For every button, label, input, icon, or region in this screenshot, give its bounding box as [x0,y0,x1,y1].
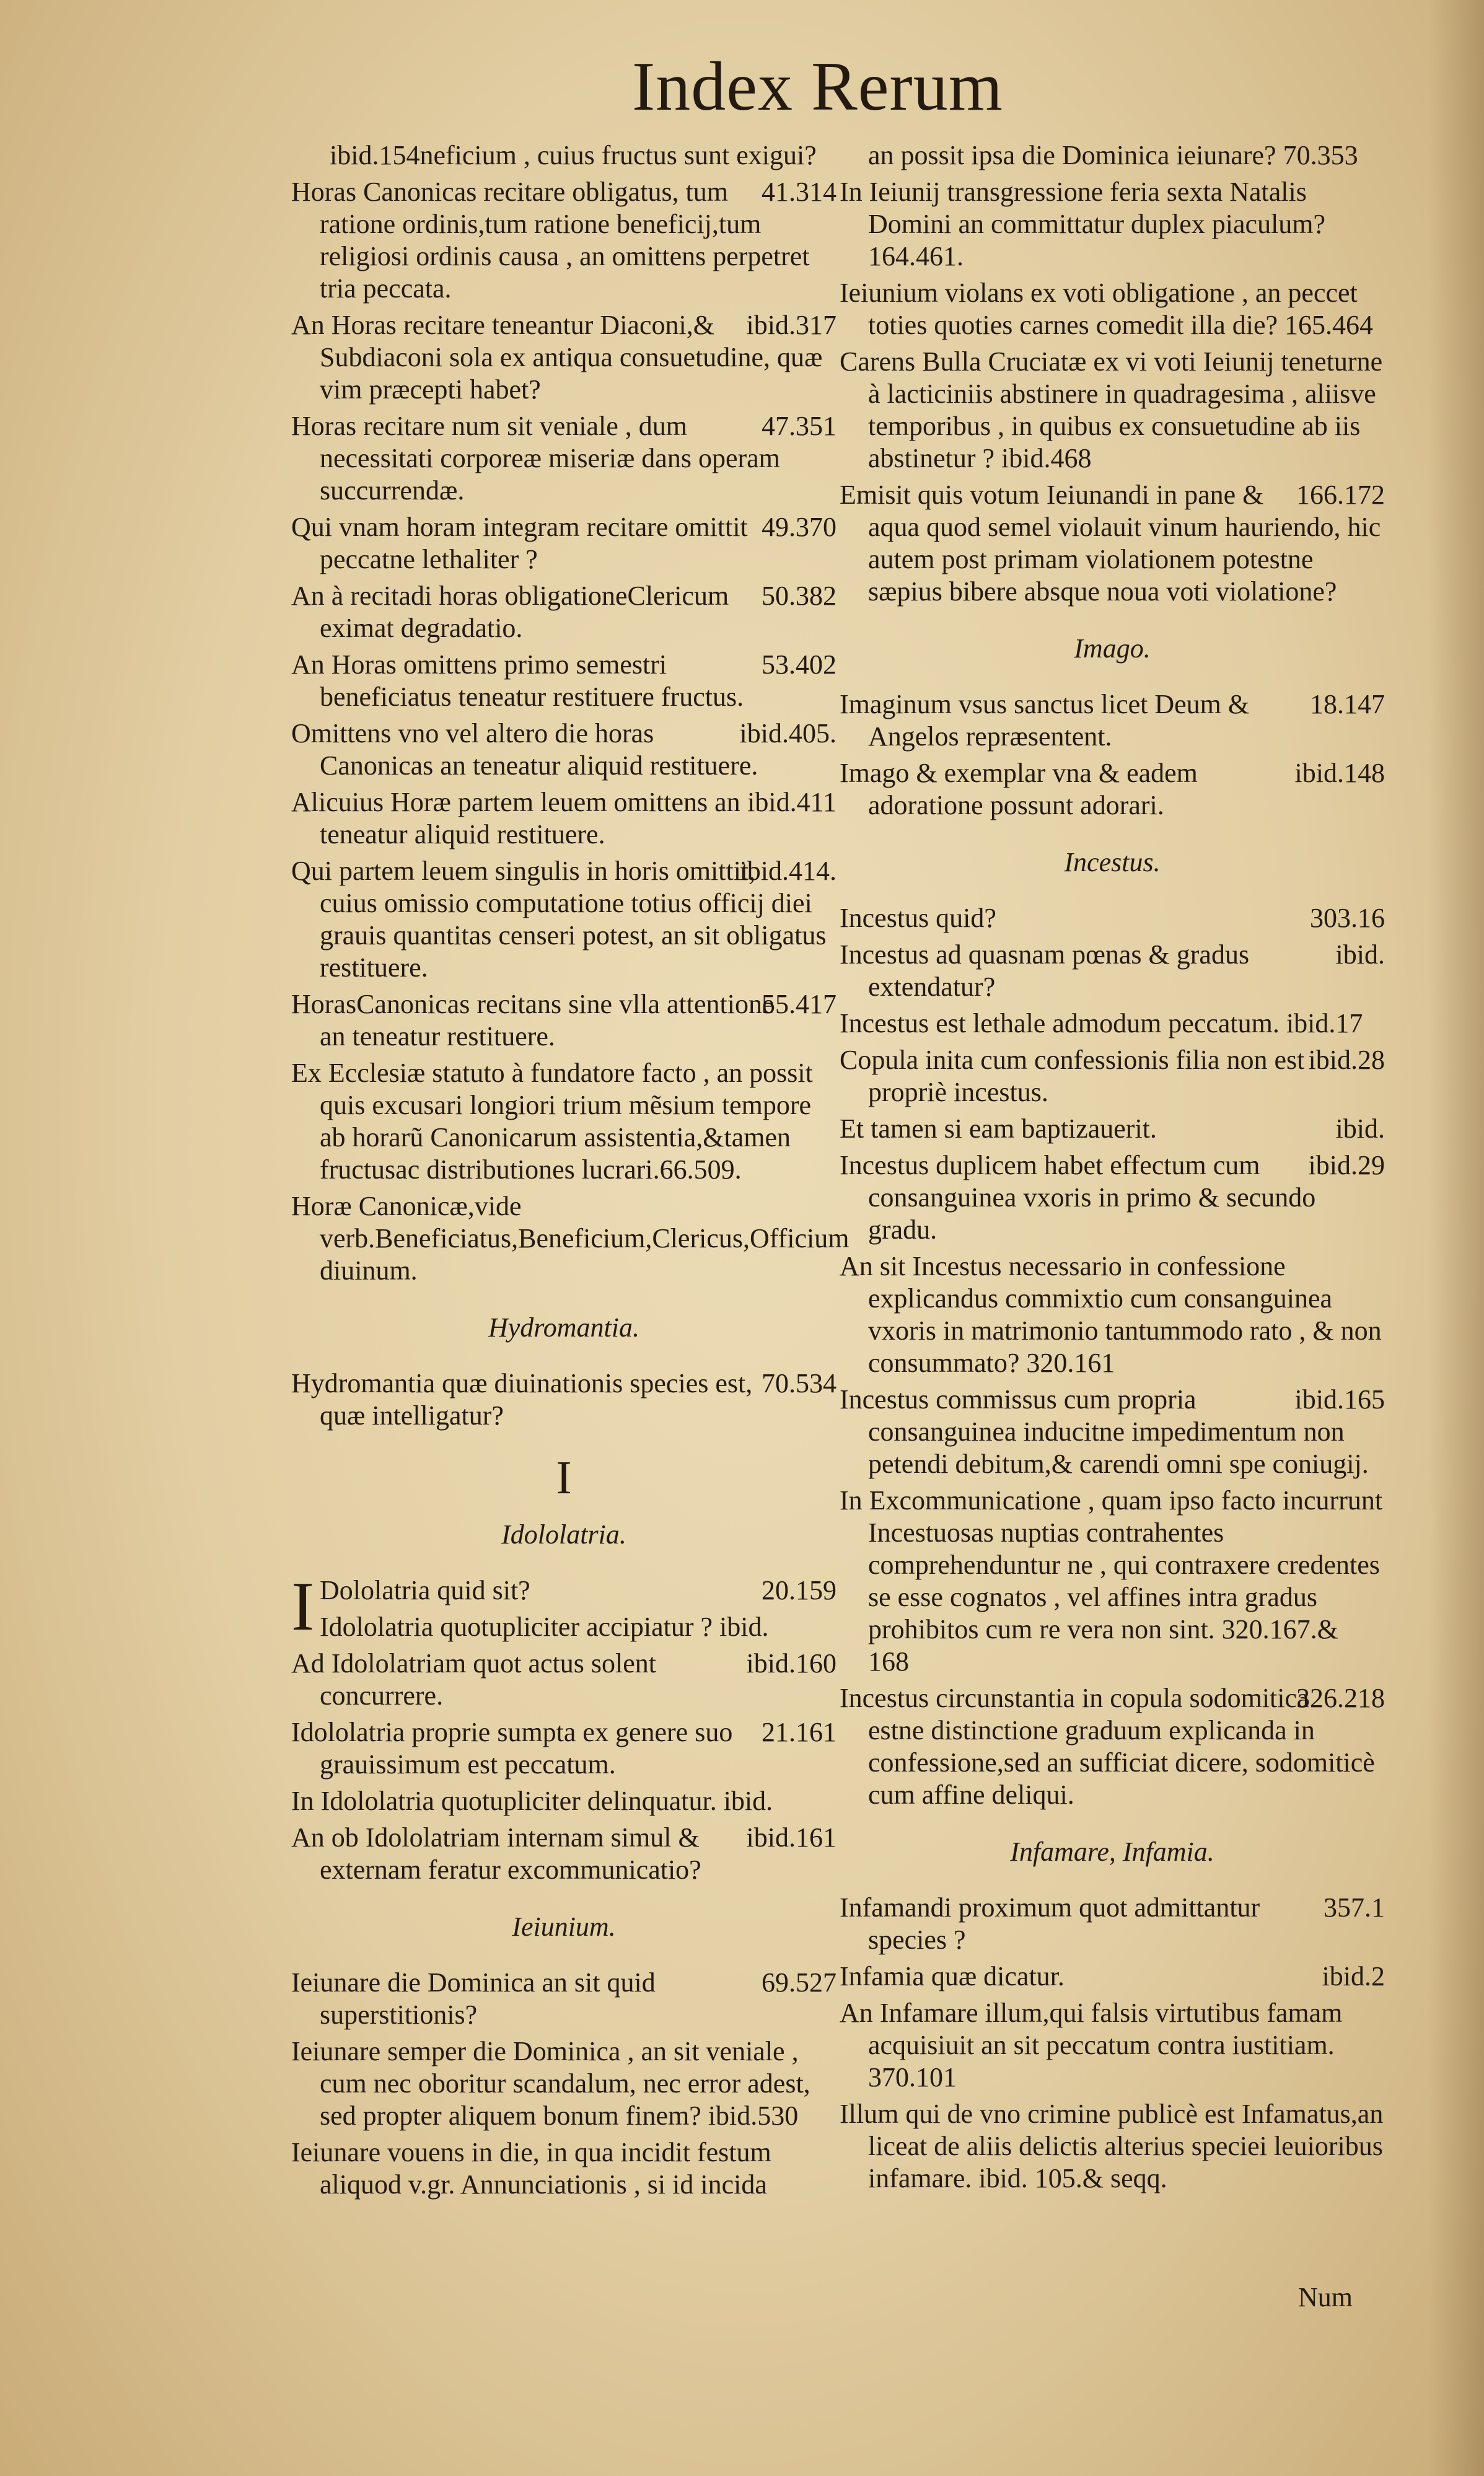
entry-text: Incestus quid? [840,903,996,933]
entry-reference: ibid.28 [1308,1045,1385,1075]
index-entry [840,757,1385,822]
index-entry [291,649,836,713]
entry-text: An Horas recitare teneantur Diaconi,& Subdiaconi sola ex antiqua consuetudine, quæ vim præcepti habet? [291,310,823,405]
index-entry [291,2035,836,2132]
entry-reference: 69.527 [762,1967,836,1998]
index-entry [291,139,836,172]
section-heading: Idololatria. [501,1519,626,1550]
entry-text: Ad Idololatriam quot actus solent concurrere. [291,1648,656,1711]
entry-reference: 55.417 [762,989,836,1019]
entry-text: Ieiunare die Dominica an sit quid superstitionis? [291,1967,656,2030]
index-entry [291,1822,836,1886]
entry-reference: ibid.148 [1294,758,1385,788]
entry-text: Dololatria quid sit? [320,1575,530,1605]
entry-reference: 41.314 [762,177,836,207]
index-entry [291,2136,836,2201]
index-entry [840,139,1385,172]
section-heading: Infamare, Infamia. [1010,1837,1214,1867]
index-entry [291,1611,836,1643]
entry-text: Qui vnam horam integram recitare omittit peccatne lethaliter ? [291,512,748,574]
entry-reference: 326.218 [1296,1683,1385,1713]
index-entry [291,309,836,406]
section-heading: Incestus. [1064,847,1161,877]
index-entry [291,1368,836,1432]
index-entry [291,1190,850,1287]
index-entry [291,410,836,507]
index-entry [291,1967,836,2031]
entry-reference: ibid.165 [1294,1384,1385,1415]
index-entry [840,1682,1385,1811]
entry-text: Alicuius Horæ partem leuem omittens an teneatur aliquid restituere. [291,787,740,849]
index-entry [291,1057,836,1186]
entry-text: Idololatria quotupliciter accipiatur ? ibid. [320,1612,769,1642]
entry-reference: 70.534 [762,1368,836,1398]
entry-text: Imaginum vsus sanctus licet Deum & Angelos repræsentent. [840,689,1250,752]
entry-text: Ieiunium violans ex voti obligatione , an peccet toties quoties carnes comedit illa die? 165.464 [840,278,1374,340]
entry-reference: 49.370 [762,512,836,542]
entry-text: Emisit quis votum Ieiunandi in pane & aqua quod semel violauit vinum hauriendo, hic autem post primam violationem potestne sæpius bibere absque noua voti violatione? [840,480,1381,607]
entry-text: Incestus ad quasnam pœnas & gradus extendatur? [840,939,1250,1002]
index-entry [291,511,836,576]
section-heading: Imago. [1074,633,1151,664]
entry-text: Ieiunare vouens in die, in qua incidit festum aliquod v.gr. Annunciationis , si id incida [291,2137,771,2200]
index-entry [291,718,836,782]
entry-text: Horæ Canonicæ,vide verb.Beneficiatus,Beneficium,Clericus,Officium diuinum. [291,1191,850,1286]
entry-reference: ibid. [1335,939,1385,970]
entry-text: neficium , cuius fructus sunt exigui? [419,140,817,170]
running-head: Index Rerum [632,48,1003,125]
entry-text: In Ieiunij transgressione feria sexta Natalis Domini an committatur duplex piaculum? 164.461. [840,177,1326,271]
index-entry [840,1149,1385,1246]
entry-text: Copula inita cum confessionis filia non est propriè incestus. [840,1045,1305,1107]
entry-text: Omittens vno vel altero die horas Canonicas an teneatur aliquid restituere. [291,718,758,781]
index-entry [840,1384,1385,1480]
entry-text: An ob Idololatriam internam simul & externam feratur excommunicatio? [291,1822,701,1885]
entry-reference: 166.172 [1296,480,1385,510]
index-entry [840,1113,1385,1145]
index-entry [291,176,836,305]
index-entry [840,1008,1385,1040]
entry-text: Hydromantia quæ diuinationis species est, quæ intelligatur? [291,1368,753,1431]
entry-text: In Idololatria quotupliciter delinquatur. ibid. [291,1786,773,1816]
index-entry [291,988,836,1053]
entry-reference: ibid.414. [739,856,836,886]
entry-text: Ex Ecclesiæ statuto à fundatore facto , an possit quis excusari longiori trium mẽsium tempore ab horarũ Canonicarum assistentia,&tamen fructusac distributiones lucrari.66.509. [291,1058,813,1185]
entry-reference: 53.402 [762,649,836,680]
entry-text: Carens Bulla Cruciatæ ex vi voti Ieiunij teneturne à lacticiniis abstinere in quadragesima , aliisve temporibus , in quibus ex consuetudine ab iis abstinetur ? ibid.468 [840,346,1383,473]
entry-text: An Infamare illum,qui falsis virtutibus famam acquisiuit an sit peccatum contra iustitiam. 370.101 [840,1998,1343,2092]
entry-reference: 303.16 [1310,903,1385,933]
alphabet-letter-heading: I [556,1452,572,1504]
index-entry [840,346,1385,475]
index-entry [840,2098,1385,2195]
entry-text: Incestus duplicem habet effectum cum consanguinea vxoris in primo & secundo gradu. [840,1150,1316,1245]
entry-text: HorasCanonicas recitans sine vlla attentione an teneatur restituere. [291,989,775,1051]
entry-text: Horas recitare num sit veniale , dum necessitati corporeæ miseriæ dans operam succurrendæ. [291,411,780,506]
entry-text: Et tamen si eam baptizauerit. [840,1113,1157,1144]
index-entry [840,176,1385,273]
entry-text: In Excommunicatione , quam ipso facto incurrunt Incestuosas nuptias contrahentes comprehenduntur ne , qui contraxere credentes se esse cognatos , vel affines intra gradus prohibitos cum re vera non sint. 320.167.& 168 [840,1485,1383,1677]
drop-capital: I [291,1568,315,1645]
entry-reference: 357.1 [1324,1892,1385,1923]
entry-reference: ibid.411 [747,787,836,817]
entry-reference: ibid.317 [746,310,836,340]
index-entry [840,688,1385,753]
left-column [291,139,850,2205]
entry-text: Horas Canonicas recitare obligatus, tum ratione ordinis,tum ratione beneficij,tum religiosi ordinis causa , an omittens perpetret tria peccata. [291,177,810,304]
index-entry [291,855,836,984]
index-entry [291,1648,836,1712]
entry-text: Incestus circunstantia in copula sodomitica estne distinctione graduum explicanda in confessione,sed an sufficiat dicere, sodomiticè cum affine deliqui. [840,1683,1375,1810]
entry-text: Incestus commissus cum propria consanguinea inducitne impedimentum non petendi debitum,& carendi omni spe coniugij. [840,1384,1369,1479]
index-entry [840,1960,1385,1993]
index-entry [840,1044,1385,1108]
index-entry [291,580,836,644]
entry-reference: ibid.2 [1322,1961,1385,1991]
section-heading: Hydromantia. [488,1312,640,1343]
entry-text: Idololatria proprie sumpta ex genere suo grauissimum est peccatum. [291,1717,733,1780]
index-entry [291,1716,836,1781]
entry-text: An Horas omittens primo semestri beneficiatus teneatur restituere fructus. [291,649,744,712]
entry-text: An à recitadi horas obligationeClericum eximat degradatio. [291,581,729,643]
index-entry [840,277,1385,341]
entry-reference: 18.147 [1310,689,1385,719]
index-entry [840,1250,1385,1379]
entry-reference: ibid. [1335,1113,1385,1144]
index-entry [840,479,1385,608]
catchword: Num [1298,2282,1353,2312]
index-entry [840,939,1385,1003]
entry-reference: ibid.161 [746,1822,836,1853]
index-entry [840,1997,1385,2094]
section-heading: Ieiunium. [512,1912,616,1942]
entry-text: Imago & exemplar vna & eadem adoratione possunt adorari. [840,758,1198,820]
right-column [840,139,1385,2199]
entry-text: an possit ipsa die Dominica ieiunare? 70.353 [868,140,1358,170]
entry-reference: 47.351 [762,411,836,441]
index-entry [840,1485,1385,1678]
entry-text: Illum qui de vno crimine publicè est Infamatus,an liceat de aliis delictis alterius speciei leuioribus infamare. ibid. 105.& seqq. [840,2099,1384,2193]
entry-reference: 20.159 [762,1575,836,1605]
entry-reference: 21.161 [762,1717,836,1747]
entry-text: Infamandi proximum quot admittantur species ? [840,1892,1260,1955]
index-entry [291,1785,836,1817]
entry-reference: ibid.160 [746,1648,836,1679]
entry-reference: ibid.405. [739,718,836,749]
entry-text: Infamia quæ dicatur. [840,1961,1065,1991]
entry-reference: 50.382 [762,581,836,611]
entry-text: Ieiunare semper die Dominica , an sit veniale , cum nec oboritur scandalum, nec error adest, sed propter aliquem bonum finem? ibid.530 [291,2036,810,2131]
index-entry [840,902,1385,934]
entry-text: Incestus est lethale admodum peccatum. ibid.17 [840,1008,1363,1038]
entry-text: An sit Incestus necessario in confessione explicandus commixtio cum consanguinea vxoris in matrimonio tantummodo rato , & non consummato? 320.161 [840,1251,1382,1378]
index-entry [291,786,836,851]
index-entry [840,1892,1385,1956]
entry-text: Qui partem leuem singulis in horis omittit, cuius omissio computatione totius officij diei grauis quantitas censeri potest, an sit obligatus restituere. [291,856,827,983]
entry-reference: ibid.154 [330,140,420,170]
entry-reference: ibid.29 [1308,1150,1385,1180]
